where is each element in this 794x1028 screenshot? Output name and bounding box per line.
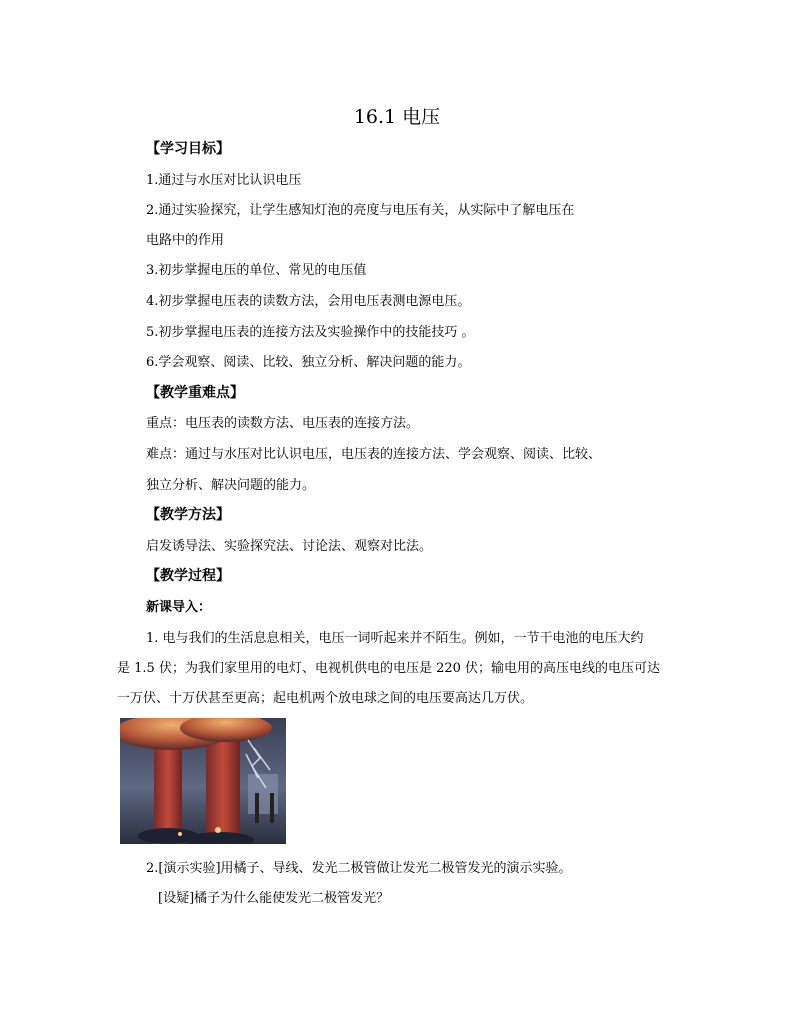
keypoint-item: 重点：电压表的读数方法、电压表的连接方法。 <box>146 416 420 431</box>
goal-item: 电路中的作用 <box>146 233 225 248</box>
goal-item: 1.通过与水压对比认识电压 <box>146 173 302 188</box>
methods-heading: 【教学方法】 <box>146 507 230 523</box>
page-title: 16.1 电压 <box>353 106 441 128</box>
keypoint-item: 难点：通过与水压对比认识电压，电压表的连接方法、学会观察、阅读、比较、 <box>146 447 602 462</box>
photo-illustration <box>120 718 286 844</box>
keypoints-heading: 【教学重难点】 <box>146 385 244 401</box>
goal-item: 4.初步掌握电压表的读数方法，会用电压表测电源电压。 <box>146 294 471 309</box>
intro-heading: 新课导入： <box>146 600 212 615</box>
question-text: [设疑]橘子为什么能使发光二极管发光？ <box>158 891 390 906</box>
goal-item: 3.初步掌握电压的单位、常见的电压值 <box>146 263 367 278</box>
intro-paragraph: 一万伏、十万伏甚至更高；起电机两个放电球之间的电压要高达几万伏。 <box>117 691 534 706</box>
process-heading: 【教学过程】 <box>146 568 230 584</box>
keypoint-item: 独立分析、解决问题的能力。 <box>146 478 316 493</box>
intro-paragraph: 1. 电与我们的生活息息相关，电压一词听起来并不陌生。例如，一节干电池的电压大约 <box>146 631 644 646</box>
discharge-sphere-photo <box>120 718 286 844</box>
goal-item: 5.初步掌握电压表的连接方法及实验操作中的技能技巧 。 <box>146 325 475 340</box>
methods-text: 启发诱导法、实验探究法、讨论法、观察对比法。 <box>146 539 433 554</box>
goal-item: 2.通过实验探究，让学生感知灯泡的亮度与电压有关，从实际中了解电压在 <box>146 203 575 218</box>
demo-text: 2.[演示实验]用橘子、导线、发光二极管做让发光二极管发光的演示实验。 <box>146 861 572 876</box>
intro-paragraph: 是 1.5 伏；为我们家里用的电灯、电视机供电的电压是 220 伏；输电用的高压电线的电压可达 <box>117 661 661 676</box>
goals-heading: 【学习目标】 <box>146 141 230 157</box>
goal-item: 6.学会观察、阅读、比较、独立分析、解决问题的能力。 <box>146 355 471 370</box>
